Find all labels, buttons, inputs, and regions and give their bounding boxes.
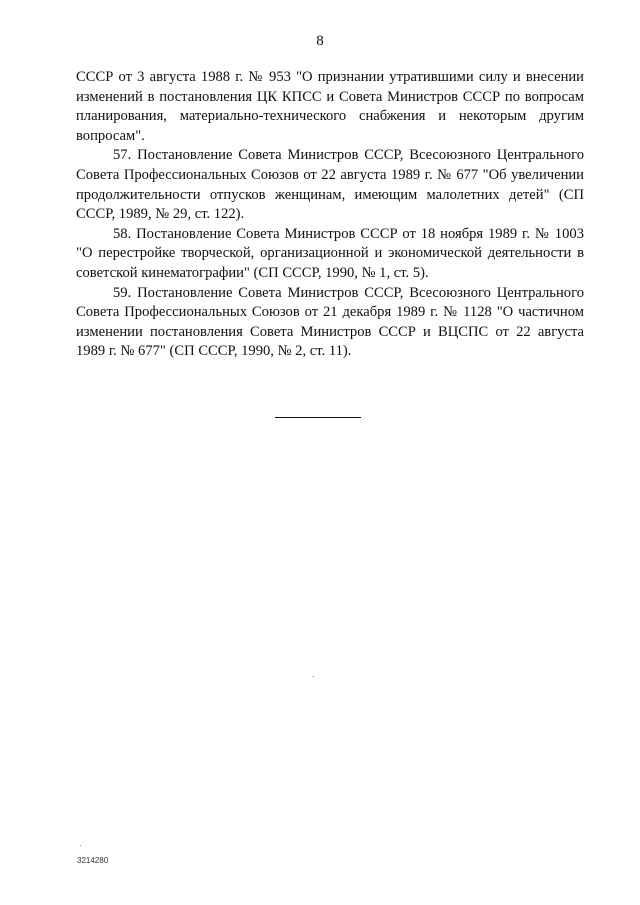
page-number: 8 [316,33,324,49]
paragraph-continuation: СССР от 3 августа 1988 г. № 953 "О признании утратившими силу и внесении изменений в постановления ЦК КПСС и Совета Министров СССР по вопросам планирования, материально-технического снабжения и некоторым другим вопросам". [76,69,584,144]
paragraph-item-58: 58. Постановление Совета Министров СССР от 18 ноября 1989 г. № 1003 "О перестройке творческой, организационной и экономической деятельности в советской кинематографии" (СП СССР, 1990, № 1, ст. 5). [76,225,584,281]
document-code: 3214280 [77,856,109,865]
document-body [76,68,584,362]
scan-speck-small [80,845,81,846]
paragraph-item-59: 59. Постановление Совета Министров СССР, Всесоюзного Центрального Совета Профессиональных Союзов от 21 декабря 1989 г. № 1128 "О частичном изменении постановления Совета Министров СССР и ВЦСПС от 22 августа 1989 г. № 677" (СП СССР, 1990, № 2, ст. 11). [76,284,584,360]
paragraph-item-57: 57. Постановление Совета Министров СССР, Всесоюзного Центрального Совета Профессиональных Союзов от 22 августа 1989 г. № 677 "Об увеличении продолжительности отпусков женщинам, имеющим малолетних детей" (СП СССР, 1989, № 29, ст. 122). [76,147,584,223]
scan-speck [313,676,314,677]
end-of-list-rule [275,417,361,418]
